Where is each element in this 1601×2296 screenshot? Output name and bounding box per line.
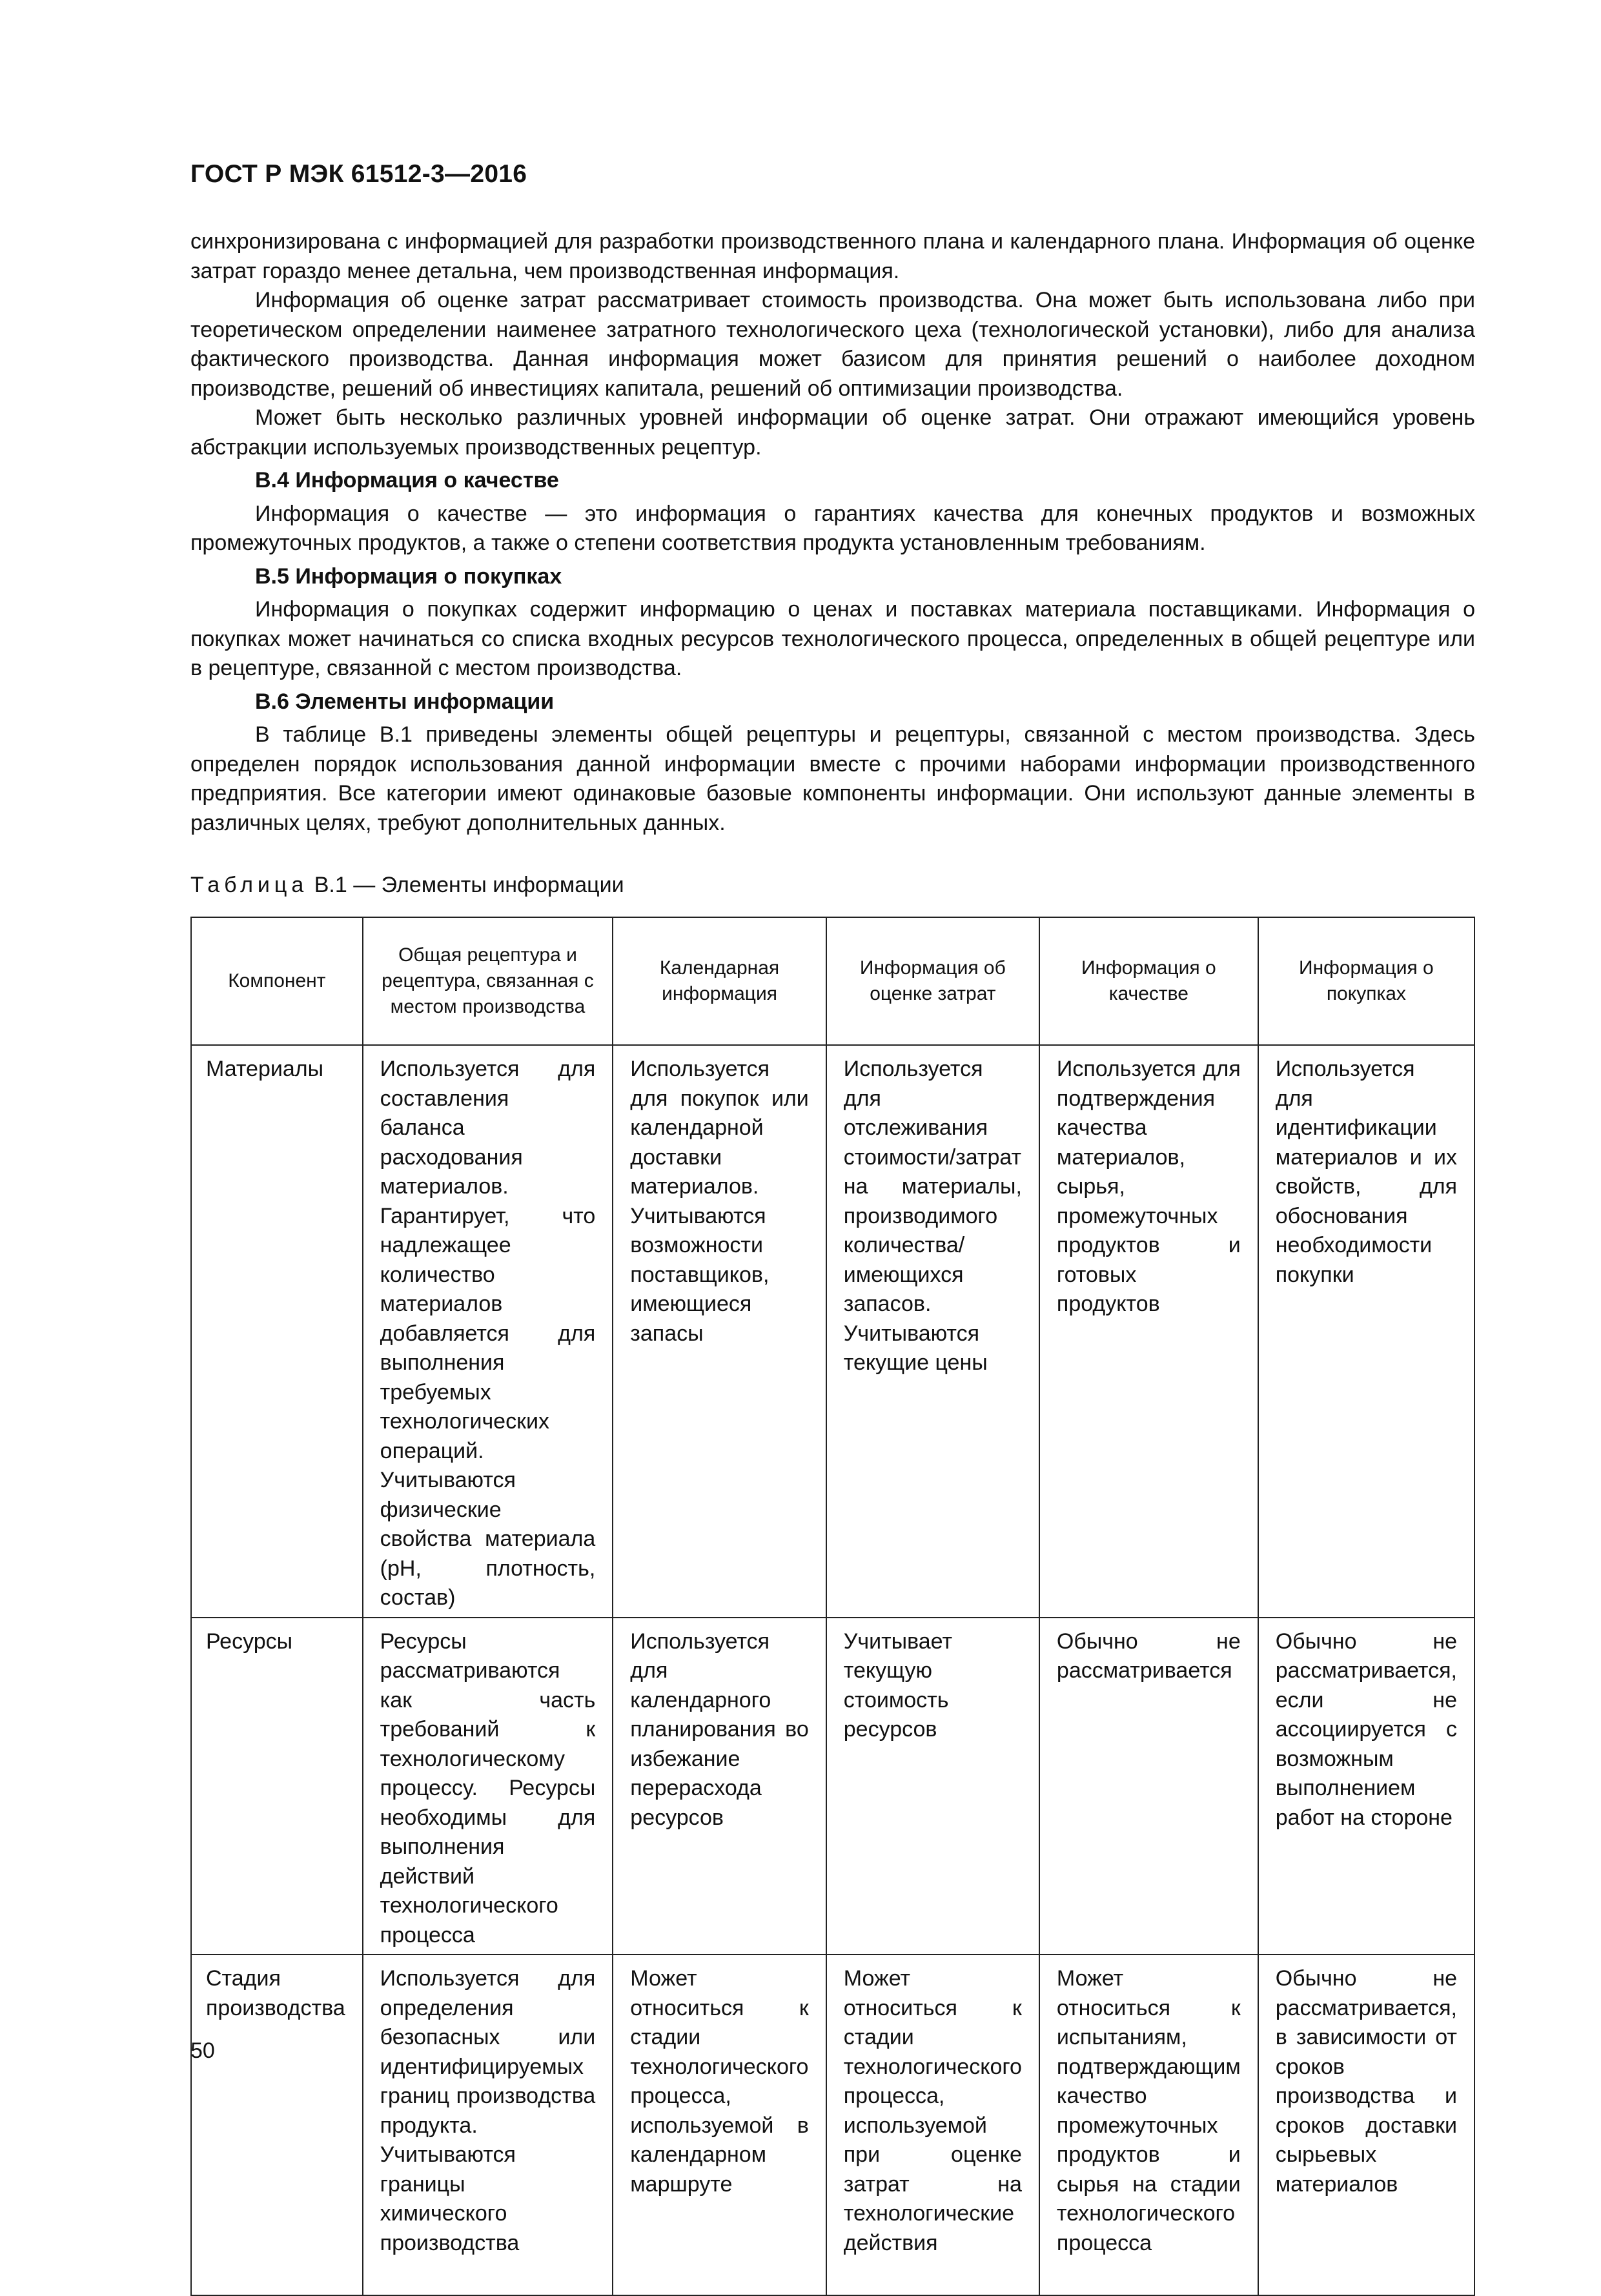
- paragraph: Информация о качестве — это информация о гарантиях качества для конечных продуктов и возможных промежуточных продуктов, а также о степени соответствия продукта установленным требованиям.: [190, 501, 1475, 555]
- table-cell: Обычно не рассматривается, в зависимости от сроков производства и сроков доставки сырьевых материалов: [1258, 1955, 1474, 2295]
- header-purchase-info: Информация о покупках: [1258, 917, 1474, 1045]
- page-number: 50: [190, 2038, 215, 2063]
- component-cell: Ресурсы: [191, 1618, 363, 1955]
- table-cell: Обычно не рассматривается, если не ассоциируется с возможным выполнением работ на стороне: [1258, 1618, 1474, 1955]
- table-row: [191, 1618, 1474, 1955]
- table-header-row: [191, 917, 1474, 1045]
- document-header: ГОСТ Р МЭК 61512-3—2016: [190, 160, 527, 188]
- table-cell: Может относиться к стадии технологического процесса, используемой в календарном маршруте: [613, 1955, 826, 2295]
- paragraph: синхронизирована с информацией для разработки производственного плана и календарного плана. Информация об оценке затрат гораздо менее детальна, чем производственная информация.: [190, 229, 1475, 283]
- paragraph: Может быть несколько различных уровней информации об оценке затрат. Они отражают имеющийся уровень абстракции используемых производственных рецептур.: [190, 405, 1475, 460]
- table-cell: Ресурсы рассматриваются как часть требований к технологическому процессу. Ресурсы необходимы для выполнения действий технологического процесса: [363, 1618, 613, 1955]
- header-quality-info: Информация о качестве: [1039, 917, 1258, 1045]
- component-cell: Стадия производства: [191, 1955, 363, 2295]
- paragraph: Информация об оценке затрат рассматривает стоимость производства. Она может быть использована либо при теоретическом определении наименее затратного технологического цеха (технологической установки), либо для анализа фактического производства. Данная информация может базисом для принятия решений о наиболее доходном производстве, решений об инвестициях капитала, решений об оптимизации производства.: [190, 288, 1475, 401]
- table-cell: Используется для отслеживания стоимости/затрат на материалы, производимого количества/имеющихся запасов. Учитываются текущие цены: [826, 1045, 1039, 1618]
- table-caption: [190, 873, 624, 898]
- header-cost-info: Информация об оценке затрат: [826, 917, 1039, 1045]
- section-heading-b6: В.6 Элементы информации: [255, 689, 555, 714]
- table-cell: Учитывает текущую стоимость ресурсов: [826, 1618, 1039, 1955]
- table-cell: Используется для календарного планирования во избежание перерасхода ресурсов: [613, 1618, 826, 1955]
- header-schedule-info: Календарная информация: [613, 917, 826, 1045]
- section-heading-b4: В.4 Информация о качестве: [255, 468, 559, 493]
- table-cell: Может относиться к стадии технологического процесса, используемой при оценке затрат на технологические действия: [826, 1955, 1039, 2295]
- table-row: [191, 1955, 1474, 2295]
- table-cell: Используется для подтверждения качества материалов, сырья, промежуточных продуктов и готовых продуктов: [1039, 1045, 1258, 1618]
- paragraph: Информация о покупках содержит информацию о ценах и поставках материала поставщиками. Информация о покупках может начинаться со списка входных ресурсов технологического процесса, определенных в общей рецептуре или в рецептуре, связанной с местом производства.: [190, 597, 1475, 680]
- section-heading-b5: В.5 Информация о покупках: [255, 564, 562, 589]
- body-text: [190, 227, 1475, 838]
- table-caption-title: В.1 — Элементы информации: [308, 873, 624, 897]
- table-caption-label: Таблица: [190, 873, 309, 897]
- table-cell: Используется для идентификации материалов и их свойств, для обоснования необходимости покупки: [1258, 1045, 1474, 1618]
- information-elements-table: [190, 917, 1475, 2296]
- table-cell: Используется для определения безопасных или идентифицируемых границ производства продукта. Учитываются границы химического производства: [363, 1955, 613, 2295]
- table-row: [191, 1045, 1474, 1618]
- component-cell: Материалы: [191, 1045, 363, 1618]
- table-cell: Обычно не рассматривается: [1039, 1618, 1258, 1955]
- table-cell: Используется для покупок или календарной доставки материалов. Учитываются возможности поставщиков, имеющиеся запасы: [613, 1045, 826, 1618]
- header-general-recipe: Общая рецептура и рецептура, связанная с местом производства: [363, 917, 613, 1045]
- table-cell: Используется для составления баланса расходования материалов. Гарантирует, что надлежащее количество материалов добавляется для выполнения требуемых технологических операций. Учитываются физические свойства материала (pH, плотность, состав): [363, 1045, 613, 1618]
- paragraph: В таблице В.1 приведены элементы общей рецептуры и рецептуры, связанной с местом производства. Здесь определен порядок использования данной информации вместе с прочими наборами информации производственного предприятия. Все категории имеют одинаковые базовые компоненты информации. Они используют данные элементы в различных целях, требуют дополнительных данных.: [190, 722, 1475, 835]
- header-component: Компонент: [191, 917, 363, 1045]
- table-cell: Может относиться к испытаниям, подтверждающим качество промежуточных продуктов и сырья на стадии технологического процесса: [1039, 1955, 1258, 2295]
